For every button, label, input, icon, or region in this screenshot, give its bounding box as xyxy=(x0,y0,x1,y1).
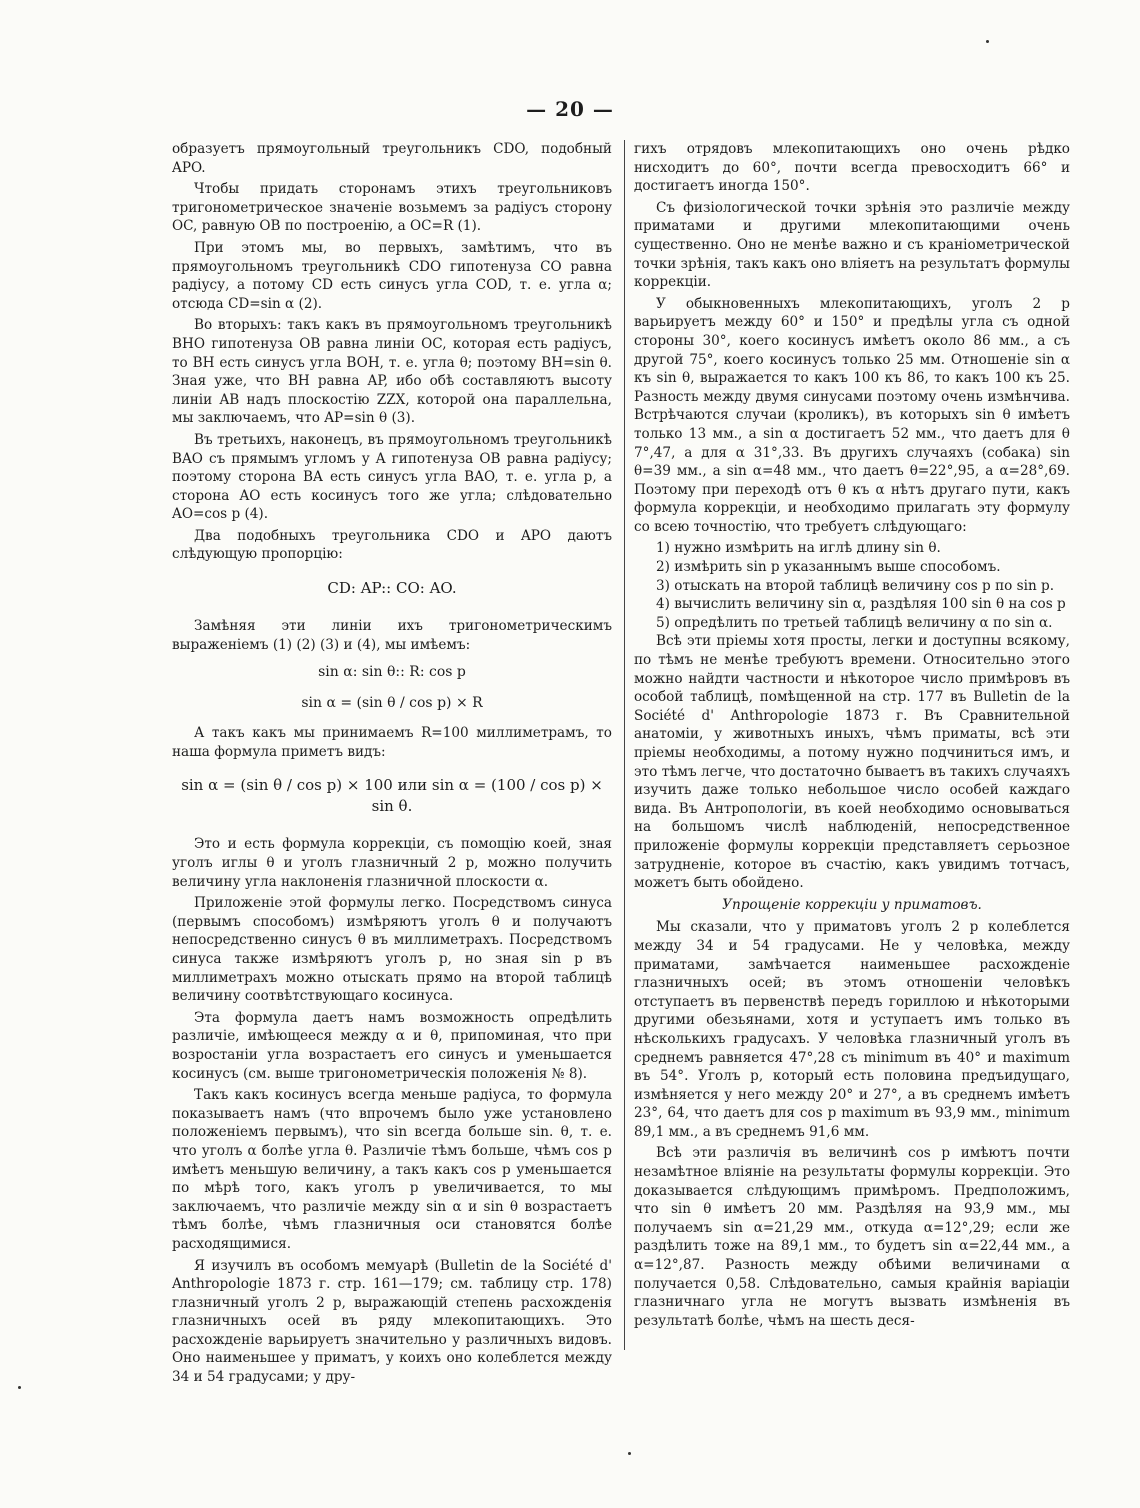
formula-sin-alpha: sin α = (sin θ / cos p) × R xyxy=(301,695,483,712)
formula-proportion: CD: AP:: CO: AO. xyxy=(327,579,457,598)
paragraph: Эта формула даетъ намъ возможность опредѣлить различіе, имѣющееся между α и θ, припоминая, что при возростаніи угла возрастаетъ его синусъ и уменьшается косинусъ (см. выше тригонометрическія положенія № 8). xyxy=(172,1009,612,1082)
list-item: 2) измѣрить sin p указаннымъ выше способомъ. xyxy=(656,559,1001,576)
list-item: 3) отыскать на второй таблицѣ величину cos p по sin p. xyxy=(656,577,1055,594)
right-column xyxy=(634,140,1070,1333)
paragraph: Это и есть формула коррекціи, съ помощію коей, зная уголъ иглы θ и уголъ глазничный 2 p, можно получить величину угла наклоненія глазничной плоскости α. xyxy=(172,836,612,890)
formula-ratio: sin α: sin θ:: R: cos p xyxy=(318,664,466,681)
paragraph: Во вторыхъ: такъ какъ въ прямоугольномъ треугольникѣ BHO гипотенуза OB равна линіи OC, которая есть радіусъ, то BH есть синусъ угла BOH, т. е. угла θ; поэтому BH=sin θ. Зная уже, что BH равна AP, ибо обѣ составляютъ высоту линіи AB надъ плоскостію ZZX, которой она параллельна, мы заключаемъ, что AP=sin θ (3). xyxy=(172,317,612,427)
section-heading: Упрощеніе коррекціи у приматовъ. xyxy=(722,896,982,913)
paragraph: Два подобныхъ треугольника CDO и APO даютъ слѣдующую пропорцію: xyxy=(172,527,612,563)
paragraph: Въ третьихъ, наконецъ, въ прямоугольномъ треугольникѣ BAO съ прямымъ угломъ у A гипотенуза OB равна радіусу; поэтому сторона BA есть синусъ угла BAO, т. е. угла p, а сторона AO есть косинусъ того же угла; слѣдовательно AO=cos p (4). xyxy=(172,431,612,523)
paragraph: Всѣ эти пріемы хотя просты, легки и доступны всякому, по тѣмъ не менѣе требуютъ времени. Относительно этого можно найдти частности и нѣкоторое число примѣровъ въ особой таблицѣ, помѣщенной на стр. 177 въ Bulletin de la Société d' Anthropologie 1873 г. Въ Сравнительной анатоміи, у животныхъ иныхъ, чѣмъ приматы, всѣ эти пріемы необходимы, а потому нужно подчиниться имъ, и это тѣмъ легче, что достаточно бываетъ въ такихъ случаяхъ изучить даже только небольшое число особей каждаго вида. Въ Антропологіи, въ коей необходимо основываться на большомъ числѣ наблюденій, непосредственное приложеніе формулы коррекціи представляетъ серьозное затрудненіе, которое въ счастію, какъ увидимъ тотчасъ, можетъ быть обойдено. xyxy=(634,633,1070,892)
paragraph: Всѣ эти различія въ величинѣ cos p имѣютъ почти незамѣтное вліяніе на результаты формулы коррекціи. Это доказывается слѣдующимъ примѣромъ. Предположимъ, что sin θ имѣетъ 20 мм. Раздѣляя на 93,9 мм., мы получаемъ sin α=21,29 мм., откуда α=12°,29; если же раздѣлить тоже на 89,1 мм., то будетъ sin α=22,44 мм., а α=12°,87. Разность между обѣими величинами α получается 0,58. Слѣдовательно, самыя крайнія варіаціи глазничнаго угла не могутъ вызвать измѣненія въ результатѣ болѣе, чѣмъ на шесть деся- xyxy=(634,1145,1070,1329)
column-divider xyxy=(624,140,625,1350)
paragraph: Приложеніе этой формулы легко. Посредствомъ синуса (первымъ способомъ) измѣряютъ уголъ θ и получаютъ непосредственно синусъ θ въ миллиметрахъ. Посредствомъ синуса также измѣряютъ уголъ p, но зная sin p въ миллиметрахъ можно отыскать прямо на второй таблицѣ величину соотвѣтствующаго косинуса. xyxy=(172,895,612,1005)
paragraph: Я изучилъ въ особомъ мемуарѣ (Bulletin de la Société d' Anthropologie 1873 г. стр. 161—179; см. таблицу стр. 178) глазничный уголъ 2 p, выражающій степень расхожденія глазничныхъ осей въ ряду млекопитающихъ. Это расхожденіе варьируетъ значительно у различныхъ видовъ. Оно наименьшее у приматъ, у коихъ оно колеблется между 34 и 54 градусами; у дру- xyxy=(172,1257,612,1386)
paragraph: Съ физіологической точки зрѣнія это различіе между приматами и другими млекопитающими очень существенно. Оно не менѣе важно и съ краніометрической точки зрѣнія, такъ какъ оно вліяетъ на результатъ формулы коррекціи. xyxy=(634,199,1070,291)
left-column xyxy=(172,140,612,1390)
paragraph: Мы сказали, что у приматовъ уголъ 2 p колеблется между 34 и 54 градусами. Не у человѣка, между приматами, замѣчается наименьшее расхожденіе глазничныхъ осей; въ этомъ отношеніи человѣкъ отступаетъ въ первенствѣ передъ гориллою и нѣкоторыми другими обезьянами, хотя и уступаетъ имъ только въ нѣсколькихъ градусахъ. У человѣка глазничный уголъ въ среднемъ равняется 47°,28 съ minimum въ 40° и maximum въ 54°. Уголъ p, который есть половина предъидущаго, измѣняется у него между 20° и 27°, а въ среднемъ имѣетъ 23°, 64, что даетъ для cos p maximum въ 93,9 мм., minimum 89,1 мм., а въ среднемъ 91,6 мм. xyxy=(634,919,1070,1140)
print-speck xyxy=(628,1452,631,1455)
paragraph: Замѣняя эти линіи ихъ тригонометрическимъ выраженіемъ (1) (2) (3) и (4), мы имѣемъ: xyxy=(172,618,612,653)
list-item: 5) опредѣлить по третьей таблицѣ величину α по sin α. xyxy=(656,614,1053,631)
paragraph: А такъ какъ мы принимаемъ R=100 миллиметрамъ, то наша формула приметъ видъ: xyxy=(172,725,612,760)
formula-correction: sin α = (sin θ / cos p) × 100 или sin α = (100 / cos p) × sin θ. xyxy=(181,776,603,816)
list-item: 4) вычислить величину sin α, раздѣляя 100 sin θ на cos p xyxy=(656,596,1066,613)
list-item: 1) нужно измѣрить на иглѣ длину sin θ. xyxy=(656,540,941,557)
print-speck xyxy=(986,40,989,43)
paragraph: У обыкновенныхъ млекопитающихъ, уголъ 2 p варьируетъ между 60° и 150° и предѣлы угла съ одной стороны 30°, коего косинусъ имѣетъ около 86 мм., а съ другой 75°, коего косинусъ только 25 мм. Отношеніе sin α къ sin θ, выражается то какъ 100 къ 86, то какъ 100 къ 25. Разность между двумя синусами поэтому очень измѣнчива. Встрѣчаются случаи (кроликъ), въ которыхъ sin θ имѣетъ только 13 мм., а sin α достигаетъ 52 мм., что даетъ для θ 7°,47, а для α 31°,33. Въ другихъ случаяхъ (собака) sin θ=39 мм., а sin α=48 мм., что даетъ θ=22°,95, а α=28°,69. Поэтому при переходѣ отъ θ къ α нѣтъ другаго пути, какъ формула коррекціи, и необходимо прилагать эту формулу со всею точностію, что требуетъ слѣдующаго: xyxy=(634,295,1070,535)
print-speck xyxy=(18,1386,21,1389)
page-number: — 20 — xyxy=(526,97,614,121)
paragraph: Чтобы придать сторонамъ этихъ треугольниковъ тригонометрическое значеніе возьмемъ за радіусъ сторону OC, равную OB по построенію, а OC=R (1). xyxy=(172,181,612,235)
paragraph: образуетъ прямоугольный треугольникъ CDO, подобный APO. xyxy=(172,141,612,176)
paragraph: гихъ отрядовъ млекопитающихъ оно очень рѣдко нисходитъ до 60°, почти всегда превосходитъ 66° и достигаетъ иногда 150°. xyxy=(634,141,1070,195)
paragraph: Такъ какъ косинусъ всегда меньше радіуса, то формула показываетъ намъ (что впрочемъ было уже установлено положеніемъ первымъ), что sin всегда больше sin. θ, т. е. что уголъ α болѣе угла θ. Различіе тѣмъ больше, чѣмъ cos p имѣетъ меньшую величину, а такъ какъ cos p уменьшается по мѣрѣ того, какъ уголъ p увеличивается, то мы заключаемъ, что различіе между sin α и sin θ возрастаетъ тѣмъ болѣе, чѣмъ глазничныя оси становятся болѣе расходящимися. xyxy=(172,1087,612,1252)
paragraph: При этомъ мы, во первыхъ, замѣтимъ, что въ прямоугольномъ треугольникѣ CDO гипотенуза CO равна радіусу, а потому CD есть синусъ угла COD, т. е. угла α; отсюда CD=sin α (2). xyxy=(172,239,612,312)
